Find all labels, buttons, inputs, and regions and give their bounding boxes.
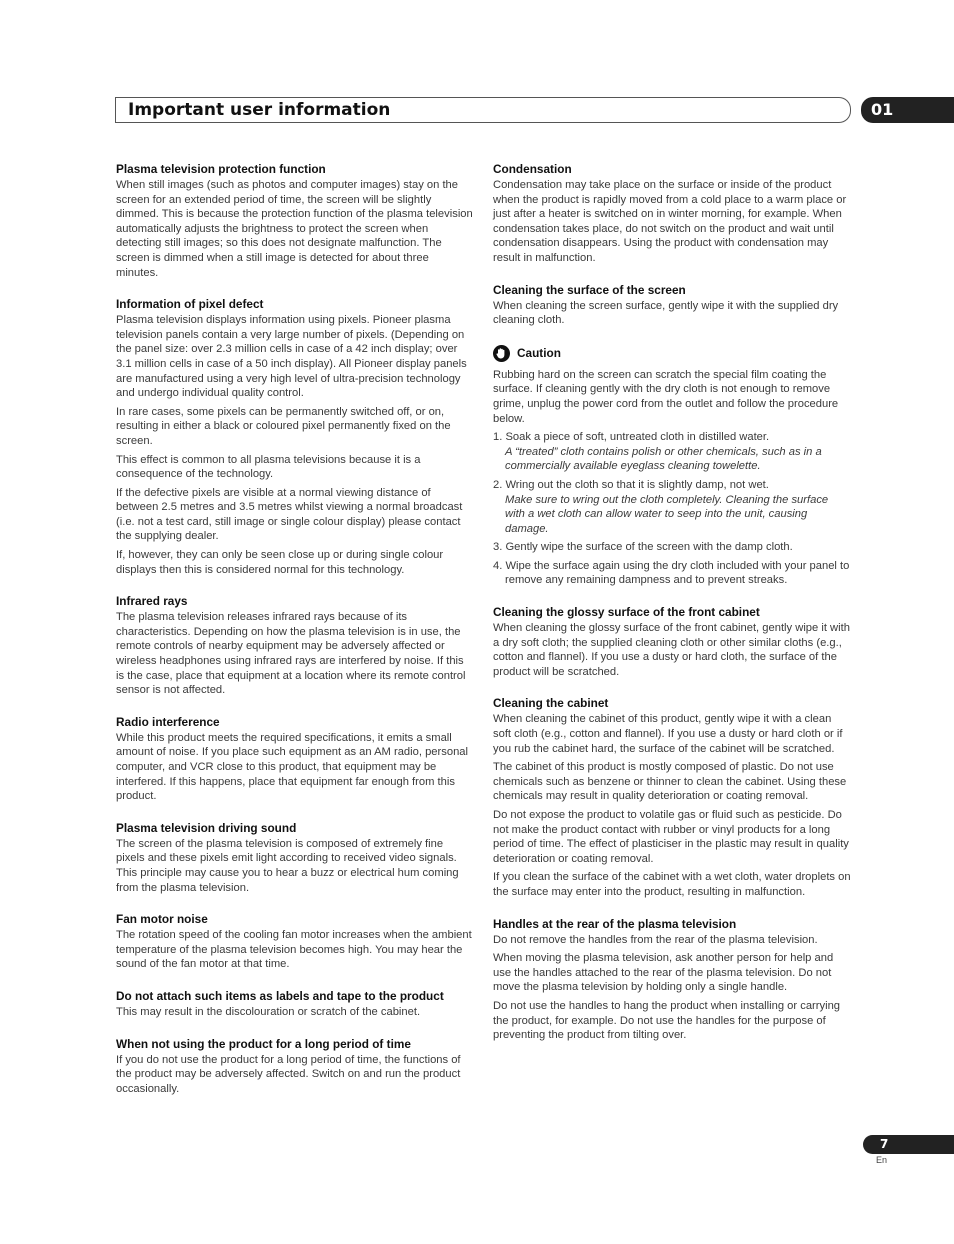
section: [116, 162, 474, 280]
section: [116, 821, 474, 895]
section: [116, 1037, 474, 1097]
paragraph: If you clean the surface of the cabinet with a wet cloth, water droplets on the surface may enter into the product, resulting in malfunction.: [493, 871, 851, 898]
paragraph: Do not remove the handles from the rear of the plasma television.: [493, 933, 818, 946]
section: [493, 605, 851, 679]
section-title: Plasma television driving sound: [116, 820, 297, 835]
caution-heading: [493, 345, 851, 362]
caution-label: Caution: [517, 345, 561, 360]
section-title: Radio interference: [116, 714, 220, 729]
page-title: Important user information: [128, 100, 391, 120]
section-screen-cleaning: [493, 283, 851, 328]
section-title: Information of pixel defect: [116, 297, 264, 312]
paragraph: When still images (such as photos and computer images) stay on the screen for an extended period of time, the screen will be slightly dimmed. This is because the protection function of the plasma television automatically adjusts the brightness to protect the screen when detecting still images; so this does not designate malfunction. The screen is dimmed when a still image is detected for about three minutes.: [116, 179, 473, 279]
caution-intro: Rubbing hard on the screen can scratch the special film coating the surface. If cleaning gently with the dry cloth is not enough to remove grime, unplug the power cord from the outlet and follow the procedure below.: [493, 368, 839, 425]
list-item: [493, 430, 851, 474]
section: [493, 696, 851, 899]
paragraph: If the defective pixels are visible at a normal viewing distance of between 2.5 metres and 3.5 metres whilst viewing a normal broadcast (i.e. not a test card, still image or single colour display) please contact the supplying dealer.: [116, 486, 463, 543]
caution-hand-icon: [493, 345, 510, 362]
paragraph: When cleaning the screen surface, gently wipe it with the supplied dry cleaning cloth.: [493, 299, 839, 327]
list-item: [493, 559, 851, 588]
section: [493, 917, 851, 1043]
paragraph: Condensation may take place on the surface or inside of the product when the product is rapidly moved from a cold place to a warm place or just after a heater is switched on in winter morning, for example. When condensation takes place, do not switch on the product and wait until condensation disappears. Using the product with condensation may result in malfunction.: [493, 179, 847, 264]
paragraph: The rotation speed of the cooling fan motor increases when the ambient temperature of the plasma television becomes high. You may hear the sound of the fan motor at that time.: [116, 929, 472, 971]
step-note: Make sure to wring out the cloth completely. Cleaning the surface with a wet cloth can allow water to seep into the unit, causing damage.: [505, 493, 829, 535]
section-title: Plasma television protection function: [116, 162, 326, 176]
section-title: Do not attach such items as labels and tape to the product: [116, 988, 444, 1003]
section-title: Cleaning the glossy surface of the front cabinet: [493, 605, 760, 620]
paragraph: Plasma television displays information using pixels. Pioneer plasma television panels contain a very large number of pixels. (Depending on the panel size: over 2.3 million cells in case of a 42 inch display; over 3.1 million cells in case of a 50 inch display). All Pioneer display panels are manufactured using a very high level of ultra-precision technology and undergo individual quality control.: [116, 314, 467, 400]
section-title: Cleaning the cabinet: [493, 696, 609, 711]
paragraph: If you do not use the product for a long period of time, the functions of the product may be adversely affected. Switch on and run the product occasionally.: [116, 1053, 461, 1095]
page-number: 7: [863, 1135, 954, 1154]
right-column-sections: [493, 605, 851, 1043]
cleaning-steps: [493, 430, 851, 588]
header-bar: [116, 97, 851, 123]
caution-block: [493, 345, 851, 588]
section-title: Condensation: [493, 162, 572, 176]
paragraph: Do not use the handles to hang the product when installing or carrying the product, for example. Do not use the handles for the purpose of preventing the product from tilting over.: [493, 999, 841, 1042]
section: [116, 912, 474, 972]
paragraph: The cabinet of this product is mostly composed of plastic. Do not use chemicals such as benzene or thinner to clean the cabinet. Using these chemicals may result in quality deterioration or coating removal.: [493, 761, 847, 803]
paragraph: If, however, they can only be seen close up or during single colour displays then this is considered normal for this technology.: [116, 549, 444, 576]
paragraph: In rare cases, some pixels can be permanently switched off, or on, resulting in either a black or coloured pixel permanently fixed on the screen.: [116, 405, 451, 447]
section-title: When not using the product for a long period of time: [116, 1036, 411, 1051]
section: [116, 594, 474, 698]
step-text: 1. Soak a piece of soft, untreated cloth in distilled water.: [493, 431, 770, 444]
paragraph: Do not expose the product to volatile gas or fluid such as pesticide. Do not make the product contact with rubber or vinyl products for a long period of time. The effect of plasticiser in the plastic may result in quality deterioration or coating removal.: [493, 809, 849, 865]
section-title: Infrared rays: [116, 594, 188, 609]
section: [116, 715, 474, 804]
section: [116, 989, 474, 1020]
section: [116, 297, 474, 577]
paragraph: The plasma television releases infrared rays because of its characteristics. Depending on how the plasma television is in use, the remote controls of nearby equipment may be adversely affected or wireless headphones using infrared rays are interfered by noise. If this is the case, place that equipment at a location where its remote control sensor is not affected.: [116, 611, 466, 697]
left-column: [116, 162, 474, 1113]
list-item: [493, 478, 851, 536]
step-note: A “treated” cloth contains polish or other chemicals, such as in a commercially available eyeglass cleaning towelette.: [505, 445, 822, 473]
step-text: 2. Wring out the cloth so that it is slightly damp, not wet.: [493, 478, 769, 491]
paragraph: When moving the plasma television, ask another person for help and use the handles attached to the rear of the plasma television. Do not move the plasma television by holding only a single handle.: [493, 952, 834, 994]
list-item: [493, 540, 851, 555]
language-code: En: [876, 1155, 888, 1165]
paragraph: When cleaning the cabinet of this product, gently wipe it with a clean soft cloth (e.g., cotton and flannel). If you use a dusty or hard cloth or if you rub the cabinet hard, the surface of the cabinet will be scratched.: [493, 713, 843, 755]
section-condensation: [493, 162, 851, 266]
paragraph: This may result in the discolouration or scratch of the cabinet.: [116, 1005, 421, 1018]
step-text: 4. Wipe the surface again using the dry cloth included with your panel to remove any remaining dampness and to prevent streaks.: [493, 559, 850, 587]
paragraph: The screen of the plasma television is composed of extremely fine pixels and these pixels emit light according to received video signals. This principle may cause you to hear a buzz or electrical hum coming from the plasma television.: [116, 837, 459, 894]
paragraph: While this product meets the required specifications, it emits a small amount of noise. If you place such equipment as an AM radio, personal computer, and VCR close to this product, that equipment may be interfered. If this happens, place that equipment far enough from this product.: [116, 731, 468, 803]
section-title: Handles at the rear of the plasma television: [493, 916, 737, 931]
paragraph: This effect is common to all plasma televisions because it is a consequence of the technology.: [116, 453, 421, 481]
paragraph: When cleaning the glossy surface of the front cabinet, gently wipe it with a dry soft cloth; the supplied cleaning cloth or other similar cloths (e.g., cotton and flannel). If you use a dusty or hard cloth, the surface of the product will be scratched.: [493, 622, 850, 678]
section-title: Cleaning the surface of the screen: [493, 282, 686, 297]
chapter-number: 01: [861, 97, 954, 123]
section-title: Fan motor noise: [116, 912, 208, 927]
step-text: 3. Gently wipe the surface of the screen with the damp cloth.: [493, 541, 793, 554]
right-column: [493, 162, 851, 1060]
